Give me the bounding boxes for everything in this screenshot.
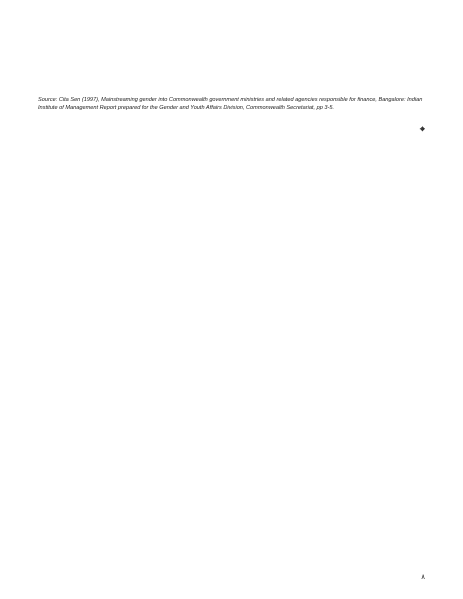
paragraph-1 (38, 40, 425, 51)
paragraph-3 (38, 78, 425, 89)
paragraph-2 (38, 59, 425, 70)
page-number: ٨ (421, 573, 425, 581)
running-header (38, 20, 425, 40)
discussion-question-2 (38, 157, 425, 169)
section-paragraph-2 (38, 246, 425, 257)
source-citation: Source: Cita Sen (1997), Mainstreaming gender into Commonwealth government ministries and related agencies responsible for finance, Bangalore: Indian Institute of Management Report prepared for the Gender and Youth Affairs Division, Commonwealth Secretariat, pp 3-5. (38, 97, 423, 111)
section-paragraph-1 (38, 227, 425, 238)
discussion-question-1 (38, 142, 425, 154)
section-title (38, 185, 425, 201)
discussion-heading (38, 124, 425, 136)
page-footer (38, 573, 425, 581)
subsection-title (38, 207, 425, 221)
cross-mark-icon: ⌖ (419, 125, 425, 135)
